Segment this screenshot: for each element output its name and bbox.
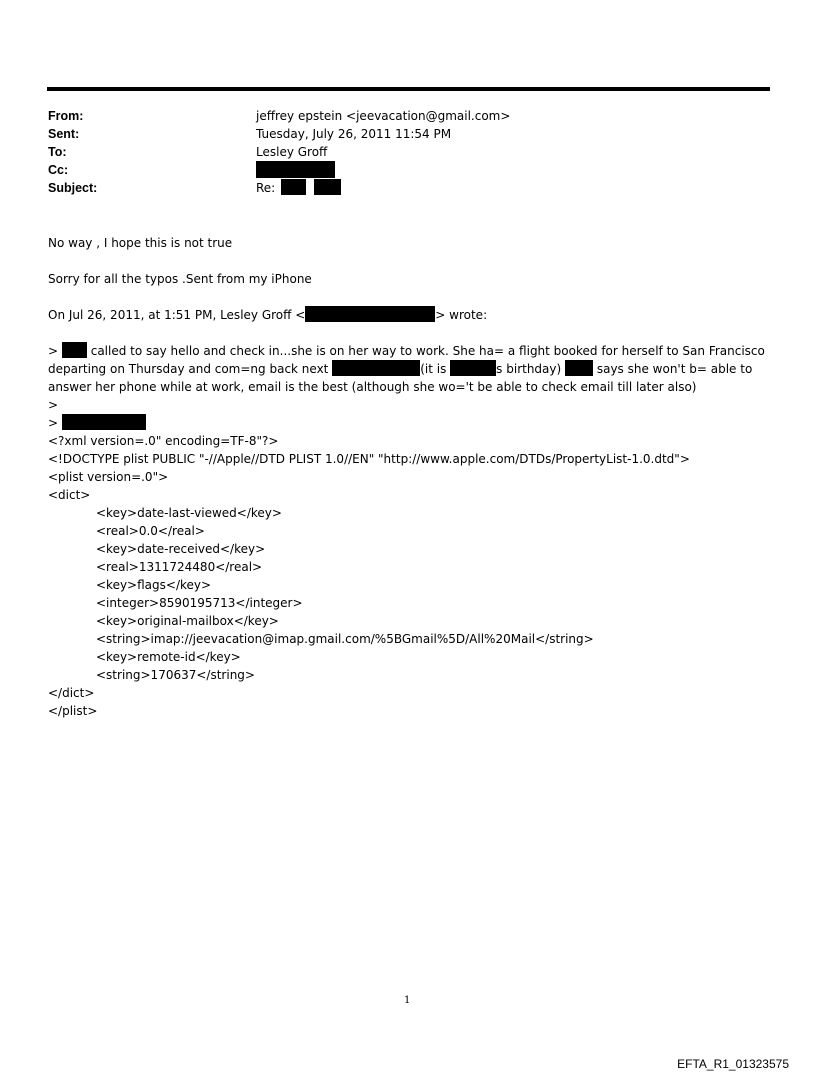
xml-line-9: <key>flags</key> — [96, 578, 212, 592]
xml-line-2: <!DOCTYPE plist PUBLIC "-//Apple//DTD PLIST 1.0//EN" "http://www.apple.com/DTDs/PropertyList-1.0.dtd"> — [48, 452, 690, 466]
body-line-1: No way , I hope this is not true — [48, 236, 233, 250]
cc-label: Cc: — [48, 163, 69, 177]
page-number: 1 — [404, 995, 411, 1006]
sent-value: Tuesday, July 26, 2011 11:54 PM — [256, 127, 452, 141]
quote-intro-end: > wrote: — [435, 308, 488, 322]
quote-line-4: > — [48, 398, 59, 412]
xml-line-12: <string>imap://jeevacation@imap.gmail.com/%5BGmail%5D/All%20Mail</string> — [96, 632, 594, 646]
quote-marker: > — [48, 344, 59, 358]
quote-text-1: called to say hello and check in...she is on her way to work. She ha= a flight booked for herself to San Francisco — [90, 344, 765, 358]
subject-redaction-2 — [314, 179, 341, 195]
name-redaction-3 — [565, 360, 593, 376]
email-redaction — [305, 306, 435, 322]
xml-line-15: </dict> — [48, 686, 95, 700]
xml-line-6: <real>0.0</real> — [96, 524, 205, 538]
xml-line-1: <?xml version=.0" encoding=TF-8"?> — [48, 434, 279, 448]
subject-prefix: Re: — [256, 181, 276, 195]
quote-line-3: answer her phone while at work, email is the best (although she wo='t be able to check email till later also) — [48, 380, 697, 394]
quote-line-2 — [48, 360, 752, 378]
name-redaction-1 — [62, 342, 87, 358]
sent-label: Sent: — [48, 127, 80, 141]
name-redaction-2 — [450, 360, 496, 376]
subject-value — [256, 179, 341, 197]
quote-text-2b: (it is — [420, 362, 447, 376]
xml-line-16: </plist> — [48, 704, 98, 718]
quote-text-2d: says she won't b= able to — [596, 362, 753, 376]
xml-line-4: <dict> — [48, 488, 91, 502]
from-value: jeffrey epstein <jeevacation@gmail.com> — [256, 109, 511, 123]
quote-line-1 — [48, 342, 765, 360]
bates-number: EFTA_R1_01323575 — [677, 1057, 789, 1071]
from-label: From: — [48, 109, 84, 123]
xml-line-10: <integer>8590195713</integer> — [96, 596, 303, 610]
signature-redaction — [62, 414, 146, 430]
xml-line-14: <string>170637</string> — [96, 668, 255, 682]
quote-marker-2: > — [48, 416, 59, 430]
body-line-2: Sorry for all the typos .Sent from my iPhone — [48, 272, 312, 286]
quote-text-2c: s birthday) — [496, 362, 562, 376]
xml-line-8: <real>1311724480</real> — [96, 560, 263, 574]
subject-redaction-1 — [281, 179, 306, 195]
xml-line-3: <plist version=.0"> — [48, 470, 169, 484]
xml-line-13: <key>remote-id</key> — [96, 650, 241, 664]
subject-label: Subject: — [48, 181, 98, 195]
xml-line-5: <key>date-last-viewed</key> — [96, 506, 282, 520]
date-redaction — [332, 360, 420, 376]
quote-line-5 — [48, 414, 146, 432]
cc-redaction — [256, 161, 335, 178]
header-rule — [47, 87, 770, 91]
quote-intro-text: On Jul 26, 2011, at 1:51 PM, Lesley Groff < — [48, 308, 306, 322]
xml-line-7: <key>date-received</key> — [96, 542, 266, 556]
to-label: To: — [48, 145, 67, 159]
to-value: Lesley Groff — [256, 145, 328, 159]
xml-line-11: <key>original-mailbox</key> — [96, 614, 279, 628]
quote-text-2a: departing on Thursday and com=ng back next — [48, 362, 329, 376]
quote-intro — [48, 306, 487, 324]
